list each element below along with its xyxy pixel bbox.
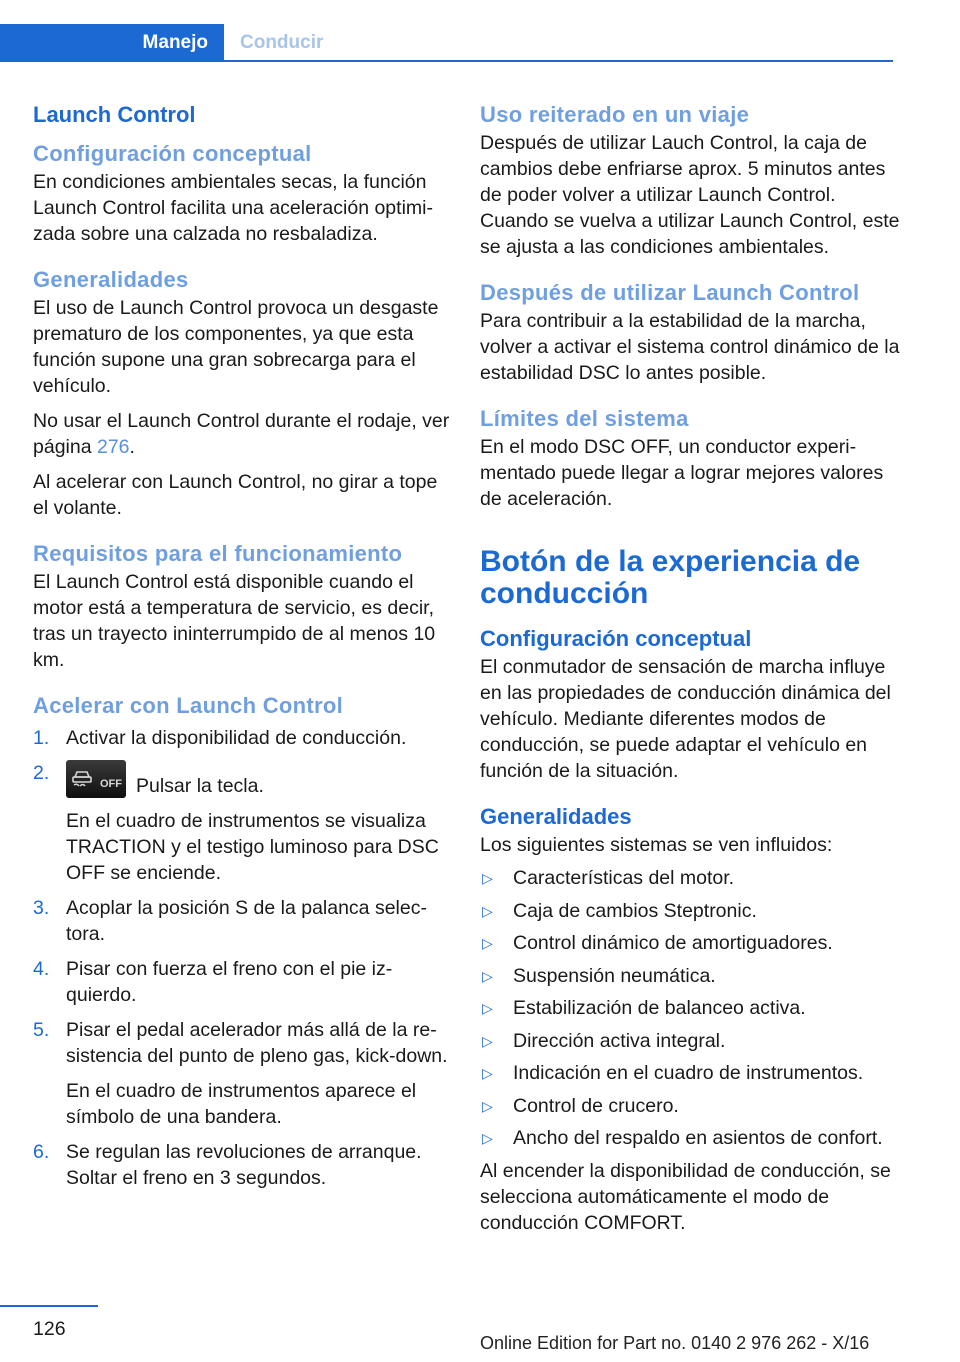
page-number: 126 bbox=[33, 1318, 66, 1340]
paragraph-general-1: El uso de Launch Control provoca un desgaste prematuro de los componentes, ya que esta función supone una gran sobrecarga para el vehículo. bbox=[33, 297, 439, 397]
section-title-launch-control: Launch Control bbox=[33, 102, 196, 127]
paragraph-config-2: El conmutador de sensación de marcha influye en las propiedades de conducción dinámica del vehículo. Mediante diferentes modos de conducción, se puede adaptar el vehículo en función de la situación. bbox=[480, 656, 891, 782]
heading-accelerate: Acelerar con Launch Control bbox=[33, 693, 344, 718]
edition-footer: Online Edition for Part no. 0140 2 976 262 - X/16 bbox=[480, 1333, 870, 1353]
paragraph-limits: En el modo DSC OFF, un conductor experimentado puede llegar a lograr mejores valores de aceleración. bbox=[480, 436, 884, 510]
tab-conducir[interactable]: Conducir bbox=[240, 32, 324, 53]
list-item: ▷ Caja de cambios Steptronic. bbox=[482, 899, 757, 922]
list-item: ▷ Características del motor. bbox=[482, 867, 735, 889]
triangle-bullet-icon: ▷ bbox=[482, 1000, 493, 1016]
page-link-276[interactable]: 276 bbox=[96, 436, 130, 458]
paragraph-general-3: Al acelerar con Launch Control, no girar a tope el volante. bbox=[33, 471, 438, 519]
section-title-driving-experience: Botón de la experiencia de conducción bbox=[480, 545, 861, 610]
steps-list bbox=[33, 725, 453, 1191]
list-item: 5. Pisar el pedal acelerador más allá de la resistencia del punto de pleno gas, kick-down. En el cuadro de instrumentos aparece el símbolo de una bandera. bbox=[33, 1019, 448, 1128]
paragraph-general-2b: Los siguientes sistemas se ven influidos: bbox=[480, 834, 833, 856]
triangle-bullet-icon: ▷ bbox=[482, 1065, 493, 1081]
list-item: 2. OFF Pulsar la tecla. En el cuadro de instrumentos se visualiza TRACTION y el testigo luminoso para DSC OFF se enciende. bbox=[33, 762, 439, 884]
list-item: 4. Pisar con fuerza el freno con el pie izquierdo. bbox=[33, 958, 393, 1006]
paragraph-after: Para contribuir a la estabilidad de la marcha, volver a activar el sistema control dinámico de la estabilidad DSC lo antes posible. bbox=[480, 310, 900, 384]
triangle-bullet-icon: ▷ bbox=[482, 1130, 493, 1146]
paragraph-reuse: Después de utilizar Lauch Control, la caja de cambios debe enfriarse aprox. 5 minutos antes de poder volver a utilizar Launch Control. Cuando se vuelva a utilizar Launch Control, este se ajusta a las condiciones ambientales. bbox=[480, 132, 900, 258]
paragraph-requirements: El Launch Control está disponible cuando el motor está a temperatura de servicio, es decir, tras un trayecto ininterrumpido de al menos 10 km. bbox=[33, 571, 436, 671]
triangle-bullet-icon: ▷ bbox=[482, 902, 493, 919]
list-item: ▷ Ancho del respaldo en asientos de confort. bbox=[482, 1127, 883, 1149]
heading-general: Generalidades bbox=[33, 267, 189, 292]
tab-manejo[interactable]: Manejo bbox=[0, 24, 224, 61]
dsc-off-button-icon: OFF bbox=[66, 760, 126, 798]
footer-divider bbox=[0, 1305, 98, 1307]
list-item: 1. Activar la disponibilidad de conducción. bbox=[33, 727, 407, 749]
heading-requirements: Requisitos para el funcionamiento bbox=[33, 541, 403, 566]
triangle-bullet-icon: ▷ bbox=[482, 967, 493, 984]
header-divider bbox=[0, 60, 893, 62]
heading-limits: Límites del sistema bbox=[480, 406, 689, 431]
list-item: ▷ Dirección activa integral. bbox=[482, 1029, 726, 1052]
list-item: ▷ Control de crucero. bbox=[482, 1094, 679, 1117]
triangle-bullet-icon: ▷ bbox=[482, 870, 493, 886]
paragraph-general-2: No usar el Launch Control durante el rodaje, ver página 276. bbox=[33, 410, 450, 458]
triangle-bullet-icon: ▷ bbox=[482, 935, 493, 951]
list-item: 6. Se regulan las revoluciones de arranque. Soltar el freno en 3 segundos. bbox=[33, 1141, 422, 1189]
list-item: ▷ Control dinámico de amortiguadores. bbox=[482, 932, 833, 954]
list-item: ▷ Indicación en el cuadro de instrumentos. bbox=[482, 1062, 864, 1084]
heading-config: Configuración conceptual bbox=[33, 141, 312, 166]
heading-general-2: Generalidades bbox=[480, 804, 632, 829]
traction-icon bbox=[70, 768, 94, 790]
heading-config-2: Configuración conceptual bbox=[480, 626, 752, 651]
list-item: ▷ Estabilización de balanceo activa. bbox=[482, 997, 806, 1019]
left-column bbox=[33, 100, 453, 1200]
heading-reuse: Uso reiterado en un viaje bbox=[480, 102, 750, 127]
paragraph-config: En condiciones ambientales secas, la función Launch Control facilita una aceleración optimizada sobre una calzada no resbaladiza. bbox=[33, 171, 433, 245]
right-column bbox=[480, 100, 900, 1236]
triangle-bullet-icon: ▷ bbox=[482, 1032, 493, 1049]
list-item: ▷ Suspensión neumática. bbox=[482, 964, 716, 987]
paragraph-final: Al encender la disponibilidad de conducción, se selecciona automáticamente el modo de conducción COMFORT. bbox=[480, 1159, 891, 1234]
systems-list bbox=[480, 865, 900, 1151]
top-navigation bbox=[0, 0, 960, 62]
heading-after: Después de utilizar Launch Control bbox=[480, 280, 860, 305]
list-item: 3. Acoplar la posición S de la palanca selectora. bbox=[33, 897, 427, 945]
triangle-bullet-icon: ▷ bbox=[482, 1097, 493, 1114]
